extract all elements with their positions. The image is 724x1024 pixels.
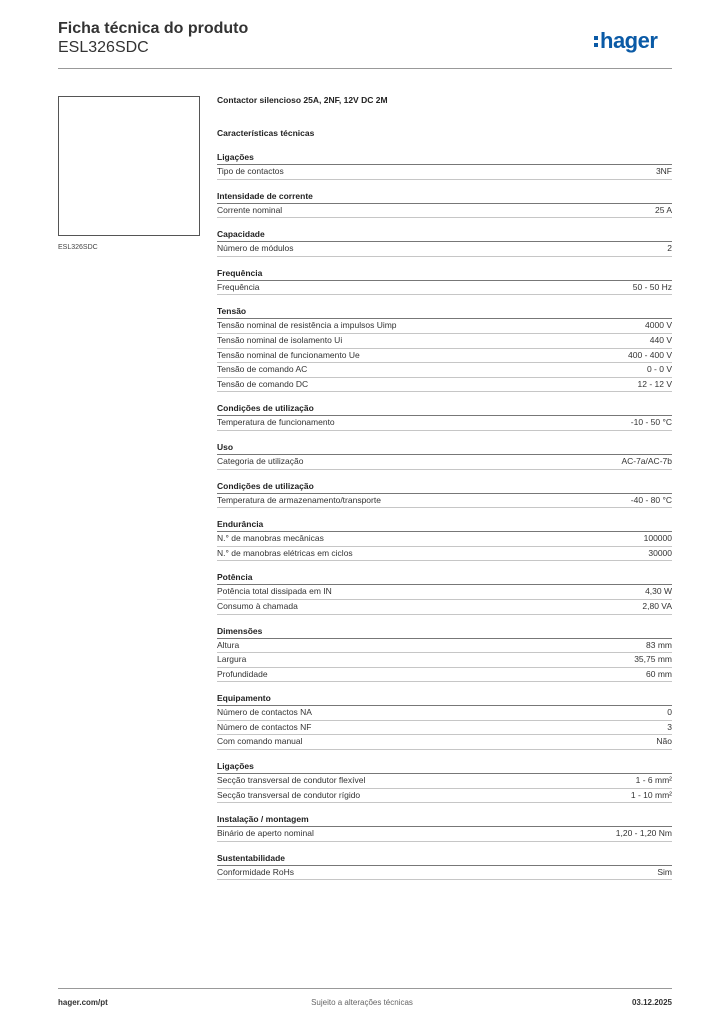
- spec-rows: [217, 241, 672, 257]
- spec-label: Tensão de comando AC: [217, 364, 308, 375]
- spec-label: Frequência: [217, 281, 260, 292]
- spec-rows: [217, 415, 672, 431]
- spec-label: Temperatura de funcionamento: [217, 417, 335, 428]
- spec-row: [217, 532, 672, 547]
- spec-value: 400 - 400 V: [628, 349, 672, 360]
- footer-website: hager.com/pt: [58, 998, 108, 1007]
- spec-label: Tensão nominal de resistência a impulsos Uimp: [217, 320, 397, 331]
- spec-value: -10 - 50 °C: [630, 417, 672, 428]
- spec-rows: [217, 773, 672, 803]
- spec-rows: [217, 454, 672, 470]
- spec-group-title: Uso: [217, 441, 234, 452]
- spec-group: [217, 852, 672, 881]
- product-reference: ESL326SDC: [58, 39, 149, 56]
- spec-value: 1 - 10 mm²: [630, 789, 672, 800]
- spec-groups: [217, 151, 672, 880]
- spec-row: [217, 334, 672, 349]
- spec-group-title: Instalação / montagem: [217, 814, 309, 825]
- spec-label: Consumo à chamada: [217, 600, 298, 611]
- spec-row: [217, 281, 672, 296]
- spec-content: [217, 93, 672, 890]
- spec-row: [217, 827, 672, 842]
- spec-row: [217, 721, 672, 736]
- spec-rows: [217, 280, 672, 296]
- spec-rows: [217, 865, 672, 881]
- spec-group: [217, 267, 672, 296]
- spec-row: [217, 639, 672, 654]
- spec-group: [217, 305, 672, 392]
- spec-row: [217, 494, 672, 509]
- spec-group: [217, 518, 672, 561]
- page-title: Ficha técnica do produto: [58, 20, 249, 37]
- spec-group: [217, 571, 672, 614]
- spec-row: [217, 585, 672, 600]
- spec-label: Temperatura de armazenamento/transporte: [217, 494, 381, 505]
- spec-group-title: Ligações: [217, 152, 254, 162]
- spec-value: 83 mm: [646, 639, 672, 650]
- spec-label: Altura: [217, 639, 240, 650]
- spec-value: 4000 V: [645, 320, 672, 331]
- spec-row: [217, 706, 672, 721]
- spec-group: [217, 813, 672, 842]
- spec-row: [217, 600, 672, 615]
- spec-label: Número de contactos NF: [217, 721, 312, 732]
- spec-value: 25 A: [654, 204, 672, 215]
- spec-group-title: Ligações: [217, 761, 254, 772]
- spec-label: Potência total dissipada em IN: [217, 586, 332, 597]
- spec-group-title: Frequência: [217, 267, 263, 278]
- spec-label: Número de contactos NA: [217, 707, 312, 718]
- header-divider: [58, 68, 672, 69]
- spec-rows: [217, 493, 672, 509]
- spec-group: [217, 190, 672, 219]
- spec-label: Tensão de comando DC: [217, 378, 309, 389]
- spec-row: [217, 319, 672, 334]
- spec-value: 12 - 12 V: [637, 378, 672, 389]
- spec-value: 35,75 mm: [634, 654, 672, 665]
- spec-group: [217, 402, 672, 431]
- spec-value: 100000: [643, 533, 672, 544]
- spec-label: Secção transversal de condutor rígido: [217, 789, 361, 800]
- spec-group: [217, 151, 672, 180]
- spec-value: 50 - 50 Hz: [632, 281, 672, 292]
- spec-label: Corrente nominal: [217, 204, 283, 215]
- spec-value: 0: [667, 707, 672, 718]
- spec-row: [217, 455, 672, 470]
- spec-row: [217, 735, 672, 750]
- spec-row: [217, 668, 672, 683]
- spec-label: Secção transversal de condutor flexível: [217, 775, 366, 786]
- spec-label: N.° de manobras elétricas em ciclos: [217, 547, 353, 558]
- spec-value: Sim: [657, 866, 672, 877]
- spec-group-title: Intensidade de corrente: [217, 190, 313, 201]
- spec-group-title: Condições de utilização: [217, 403, 314, 414]
- spec-value: 1,20 - 1,20 Nm: [615, 828, 672, 839]
- spec-group-title: Dimensões: [217, 625, 263, 636]
- spec-value: 2,80 VA: [642, 600, 672, 611]
- spec-row: [217, 165, 672, 180]
- spec-rows: [217, 705, 672, 750]
- spec-label: Com comando manual: [217, 736, 303, 747]
- logo-text: hager: [600, 28, 658, 53]
- spec-label: Conformidade RoHs: [217, 866, 295, 877]
- spec-value: 30000: [648, 547, 672, 558]
- spec-group: [217, 692, 672, 750]
- spec-label: Largura: [217, 654, 247, 665]
- spec-label: Número de módulos: [217, 243, 294, 254]
- spec-value: 60 mm: [646, 668, 672, 679]
- spec-label: Profundidade: [217, 668, 268, 679]
- spec-rows: [217, 584, 672, 614]
- spec-group-title: Sustentabilidade: [217, 852, 286, 863]
- spec-group: [217, 760, 672, 803]
- product-image-caption: ESL326SDC: [58, 244, 98, 251]
- spec-value: 2: [667, 243, 672, 254]
- spec-row: [217, 349, 672, 364]
- footer-divider: [58, 988, 672, 989]
- spec-rows: [217, 164, 672, 180]
- spec-group-title: Tensão: [217, 306, 247, 317]
- spec-value: -40 - 80 °C: [630, 494, 672, 505]
- spec-group-title: Endurância: [217, 519, 264, 530]
- spec-row: [217, 378, 672, 393]
- product-description: Contactor silencioso 25A, 2NF, 12V DC 2M: [217, 95, 388, 105]
- spec-row: [217, 789, 672, 804]
- spec-row: [217, 363, 672, 378]
- spec-label: Binário de aperto nominal: [217, 828, 314, 839]
- spec-value: 0 - 0 V: [646, 364, 672, 375]
- spec-row: [217, 547, 672, 562]
- spec-row: [217, 416, 672, 431]
- spec-row: [217, 866, 672, 881]
- spec-label: Tensão nominal de isolamento Ui: [217, 334, 343, 345]
- spec-group: [217, 480, 672, 509]
- spec-value: 1 - 6 mm²: [635, 775, 672, 786]
- spec-label: Tipo de contactos: [217, 166, 284, 176]
- footer-notice: Sujeito a alterações técnicas: [311, 998, 413, 1007]
- spec-value: 3NF: [655, 166, 672, 176]
- spec-label: N.° de manobras mecânicas: [217, 533, 324, 544]
- spec-group-title: Equipamento: [217, 693, 271, 704]
- spec-group-title: Potência: [217, 572, 253, 583]
- spec-rows: [217, 638, 672, 683]
- hager-logo: [594, 27, 674, 55]
- spec-rows: [217, 531, 672, 561]
- spec-rows: [217, 826, 672, 842]
- spec-rows: [217, 203, 672, 219]
- spec-label: Categoria de utilização: [217, 455, 304, 466]
- spec-group: [217, 441, 672, 470]
- spec-group-title: Condições de utilização: [217, 480, 314, 491]
- spec-group: [217, 228, 672, 257]
- spec-label: Tensão nominal de funcionamento Ue: [217, 349, 360, 360]
- spec-value: Não: [656, 736, 672, 747]
- spec-group: [217, 625, 672, 683]
- spec-rows: [217, 318, 672, 392]
- spec-value: 4,30 W: [645, 586, 672, 597]
- section-title: Características técnicas: [217, 128, 315, 138]
- spec-row: [217, 774, 672, 789]
- spec-group-title: Capacidade: [217, 229, 265, 240]
- spec-value: 440 V: [649, 334, 672, 345]
- footer-date: 03.12.2025: [631, 998, 672, 1007]
- spec-value: 3: [667, 721, 672, 732]
- spec-row: [217, 653, 672, 668]
- spec-row: [217, 242, 672, 257]
- product-image: [58, 96, 200, 236]
- spec-row: [217, 204, 672, 219]
- spec-value: AC-7a/AC-7b: [621, 455, 672, 466]
